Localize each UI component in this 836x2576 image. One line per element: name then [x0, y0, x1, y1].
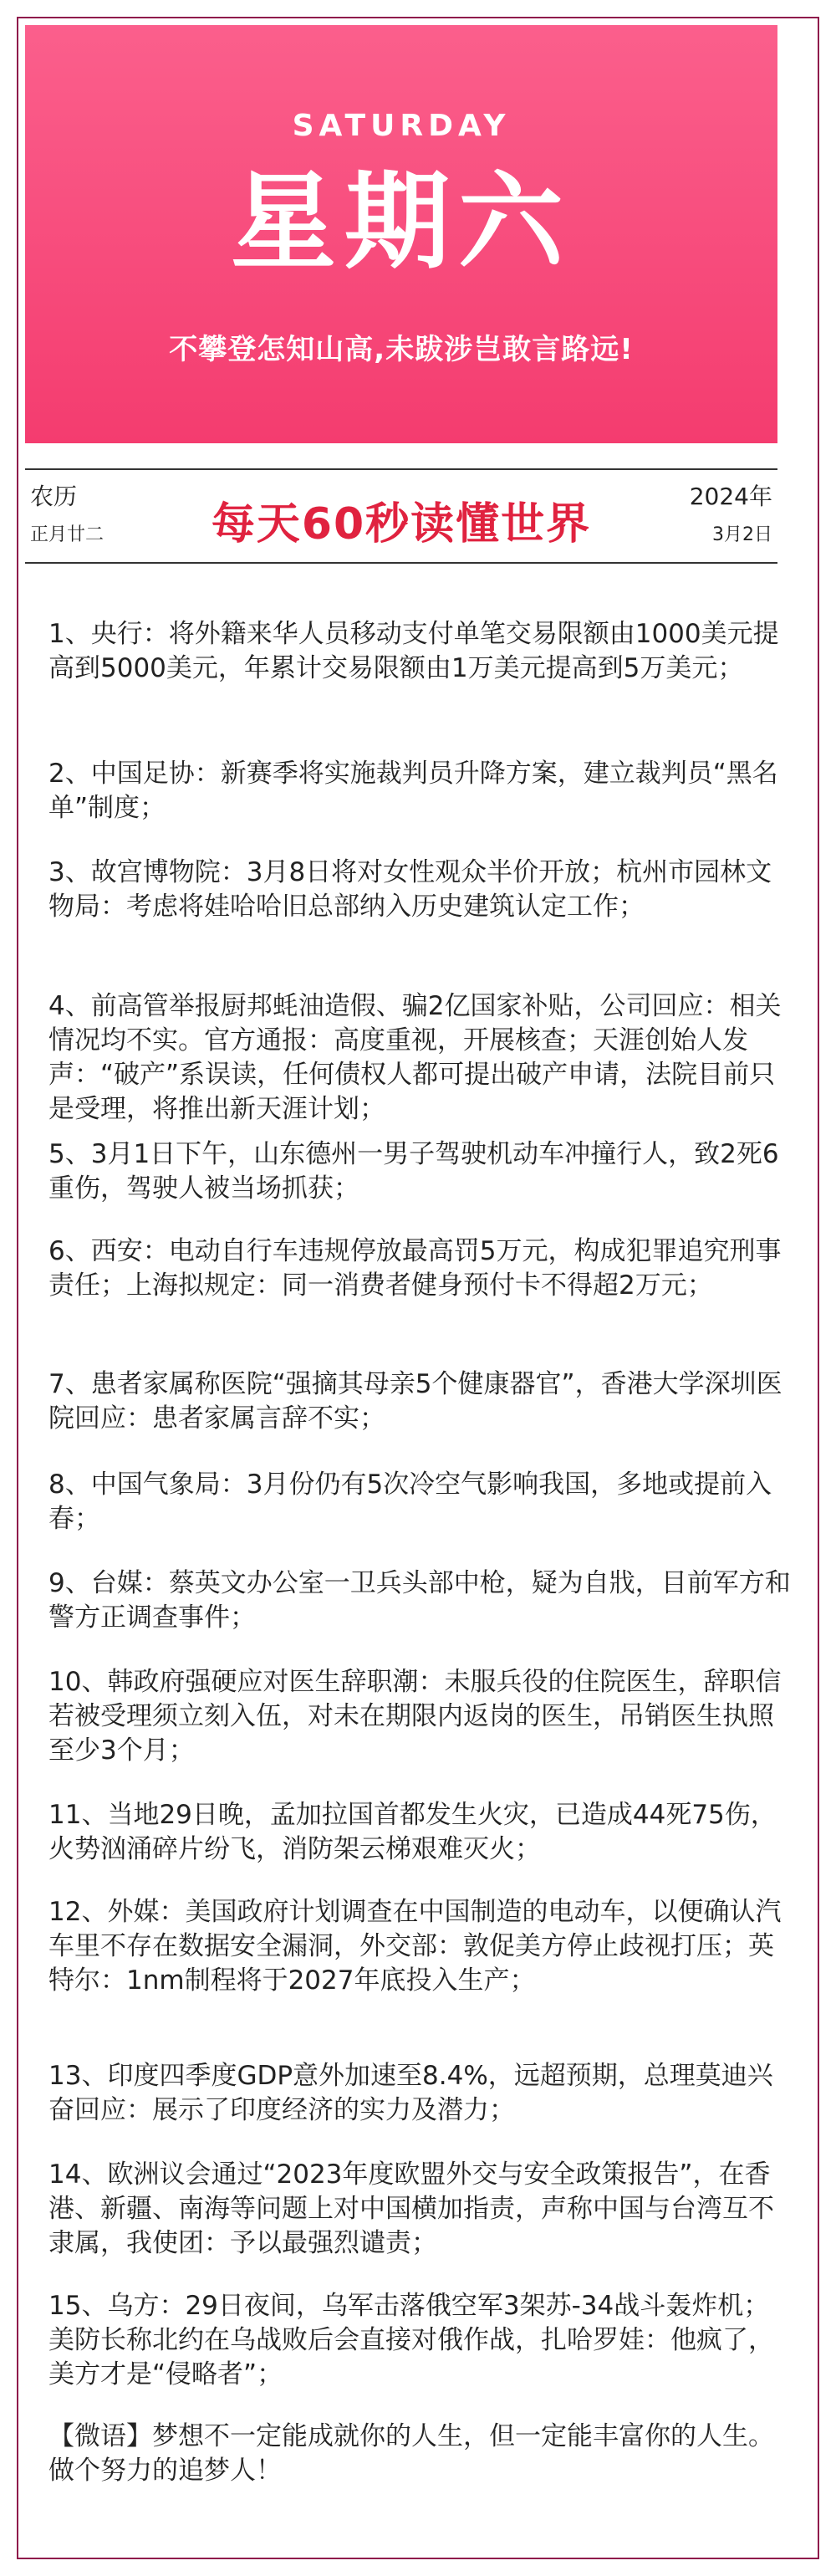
news-item-14: 14、欧洲议会通过“2023年度欧盟外交与安全政策报告”，在香港、新疆、南海等问题上对中国横加指责，声称中国与台湾互不隶属，我使团：予以最强烈谴责；: [48, 2159, 774, 2258]
date-row: [25, 468, 777, 564]
slogan: 不攀登怎知山高,未跋涉岂敢言路远!: [169, 333, 634, 366]
daily-quote: 【微语】梦想不一定能成就你的人生，但一定能丰富你的人生。做个努力的追梦人！: [48, 2421, 774, 2486]
news-item-9: 9、台媒：蔡英文办公室一卫兵头部中枪，疑为自戕，目前军方和警方正调查事件；: [48, 1568, 791, 1633]
news-item-11: 11、当地29日晚，孟加拉国首都发生火灾，已造成44死75伤，火势汹涌碎片纷飞，消防架云梯艰难灭火；: [48, 1800, 777, 1864]
headline: 每天60秒读懂世界: [211, 499, 592, 549]
news-item-5: 5、3月1日下午，山东德州一男子驾驶机动车冲撞行人，致2死6重伤，驾驶人被当场抓获；: [48, 1139, 779, 1204]
news-item-4: 4、前高管举报厨邦蚝油造假、骗2亿国家补贴，公司回应：相关情况均不实。官方通报：高度重视，开展核查；天涯创始人发声：“破产”系误读，任何债权人都可提出破产申请，法院目前只是受理，将推出新天涯计划；: [48, 991, 782, 1124]
news-item-7: 7、患者家属称医院“强摘其母亲5个健康器官”，香港大学深圳医院回应：患者家属言辞不实；: [48, 1369, 782, 1434]
news-item-2: 2、中国足协：新赛季将实施裁判员升降方案，建立裁判员“黑名单”制度；: [48, 759, 778, 823]
date: 3月2日: [712, 524, 772, 545]
news-item-12: 12、外媒：美国政府计划调查在中国制造的电动车，以便确认汽车里不存在数据安全漏洞，外交部：敦促美方停止歧视打压；英特尔：1nm制程将于2027年底投入生产；: [48, 1897, 782, 1996]
lunar-date: 正月廿二: [30, 524, 104, 545]
news-item-6: 6、西安：电动自行车违规停放最高罚5万元，构成犯罪追究刑事责任；上海拟规定：同一消费者健身预付卡不得超2万元；: [48, 1236, 782, 1301]
news-item-15: 15、乌方：29日夜间，乌军击落俄空军3架苏-34战斗轰炸机；美防长称北约在乌战败后会直接对俄作战，扎哈罗娃：他疯了，美方才是“侵略者”；: [48, 2291, 774, 2389]
year: 2024年: [689, 483, 772, 510]
news-item-1: 1、央行：将外籍来华人员移动支付单笔交易限额由1000美元提高到5000美元，年累计交易限额由1万美元提高到5万美元；: [48, 619, 779, 683]
day-title: 星期六: [231, 160, 572, 284]
news-item-3: 3、故宫博物院：3月8日将对女性观众半价开放；杭州市园林文物局：考虑将娃哈哈旧总部纳入历史建筑认定工作；: [48, 857, 772, 922]
lunar-label: 农历: [30, 483, 78, 510]
news-item-8: 8、中国气象局：3月份仍有5次冷空气影响我国，多地或提前入春；: [48, 1469, 772, 1534]
news-item-10: 10、韩政府强硬应对医生辞职潮：未服兵役的住院医生，辞职信若被受理须立刻入伍，对未在期限内返岗的医生，吊销医生执照至少3个月；: [48, 1667, 782, 1766]
day-banner: [25, 25, 777, 443]
news-item-13: 13、印度四季度GDP意外加速至8.4%，远超预期，总理莫迪兴奋回应：展示了印度经济的实力及潜力；: [48, 2061, 773, 2125]
english-day: SATURDAY: [292, 109, 511, 143]
